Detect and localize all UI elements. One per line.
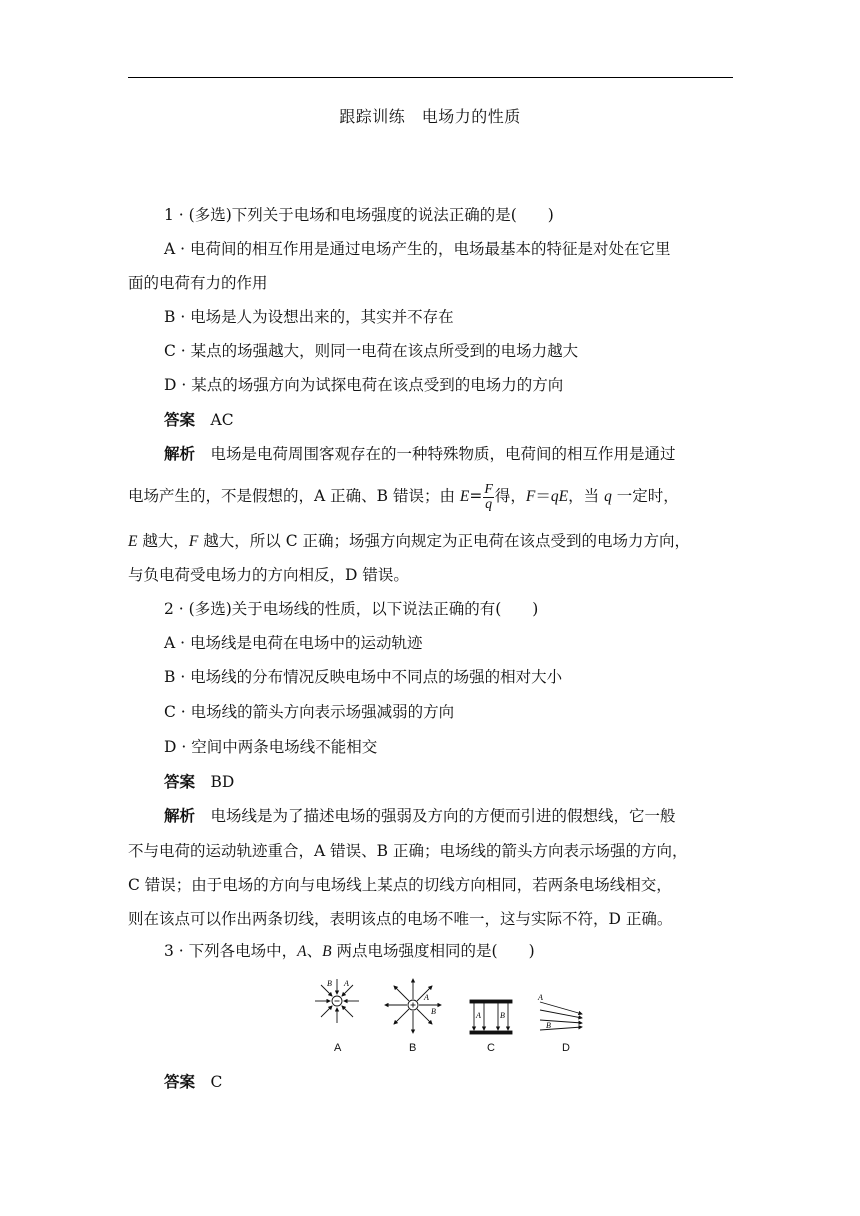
analysis-text: 电场产生的，不是假想的，A 正确、B 错误；由 [128, 487, 460, 505]
figure-a-negative-charge [315, 979, 359, 1023]
fraction-f-over-q [483, 483, 494, 512]
q1-option-d: D · 某点的场强方向为试探电荷在该点受到的电场力的方向 [164, 376, 564, 394]
analysis-text: 越大， [137, 532, 189, 550]
figure-c-point-a: A [476, 1011, 481, 1020]
analysis-text: 得， [494, 487, 526, 505]
q3-stem [164, 940, 535, 963]
stem-text: 两点电场强度相同的是( ) [331, 942, 535, 960]
q2-analysis-line1 [164, 805, 676, 827]
figure-label-d: D [562, 1042, 570, 1054]
var-f: F [525, 488, 536, 505]
answer-label: 答案 [164, 410, 196, 429]
q1-option-b: B · 电场是人为设想出来的，其实并不存在 [164, 308, 454, 326]
q1-analysis-line2 [128, 476, 679, 517]
var-qe: qE [550, 488, 569, 505]
answer-label: 答案 [164, 772, 196, 791]
page-title: 跟踪训练 电场力的性质 [339, 107, 521, 126]
answer-value: AC [210, 411, 234, 429]
header-rule [128, 77, 733, 78]
analysis-text: 电场线是为了描述电场的强弱及方向的方便而引进的假想线，它一般 [210, 807, 676, 825]
figure-b-point-a: A [424, 993, 429, 1002]
figure-c-point-b: B [500, 1011, 505, 1020]
figure-a-point-a: A [344, 979, 349, 988]
answer-value: C [210, 1073, 223, 1091]
figure-d-point-a: A [538, 993, 543, 1002]
figure-b-point-b: B [431, 1007, 436, 1016]
point-b: B [322, 943, 332, 960]
analysis-text: ，当 [568, 487, 605, 505]
q1-answer [164, 409, 234, 431]
var-f: F [188, 533, 199, 550]
figure-b-positive-charge [385, 979, 441, 1033]
equals-sign: ＝ [535, 487, 551, 505]
q1-analysis-line3 [128, 530, 690, 553]
q2-option-a: A · 电场线是电荷在电场中的运动轨迹 [164, 634, 423, 652]
q1-analysis-line1 [164, 443, 676, 465]
figure-label-a: A [334, 1042, 342, 1054]
q2-option-c: C · 电场线的箭头方向表示场强减弱的方向 [164, 703, 455, 721]
equals-sign: = [469, 487, 483, 505]
q2-answer [164, 771, 234, 793]
q2-stem: 2 · (多选)关于电场线的性质，以下说法正确的有( ) [164, 600, 539, 618]
stem-text: 、 [306, 942, 323, 960]
q2-analysis-line3: C 错误；由于电场的方向与电场线上某点的切线方向相同，若两条电场线相交， [128, 876, 672, 894]
figure-label-c: C [487, 1042, 495, 1054]
q2-analysis-line4: 则在该点可以作出两条切线，表明该点的电场不唯一，这与实际不符，D 正确。 [128, 910, 673, 928]
analysis-text: 电场是电荷周围客观存在的一种特殊物质，电荷间的相互作用是通过 [210, 445, 676, 463]
q1-option-a-line2: 面的电荷有力的作用 [128, 274, 268, 292]
answer-label: 答案 [164, 1072, 196, 1091]
analysis-label: 解析 [164, 806, 196, 825]
var-e: E [128, 533, 138, 550]
q1-option-a-line1: A · 电荷间的相互作用是通过电场产生的，电场最基本的特征是对处在它里 [164, 240, 671, 258]
q2-analysis-line2: 不与电荷的运动轨迹重合，A 错误、B 正确；电场线的箭头方向表示场强的方向， [128, 842, 688, 860]
q3-answer [164, 1071, 222, 1093]
figure-a-point-b: B [327, 979, 332, 988]
fraction-numerator: F [484, 481, 493, 497]
q2-option-d: D · 空间中两条电场线不能相交 [164, 738, 378, 756]
figure-d-point-b: B [546, 1021, 551, 1030]
stem-text: 3 · 下列各电场中， [164, 942, 298, 960]
analysis-text: 一定时， [611, 487, 679, 505]
q1-analysis-line4: 与负电荷受电场力的方向相反，D 错误。 [128, 566, 409, 584]
point-a: A [297, 943, 307, 960]
figure-label-b: B [409, 1042, 417, 1054]
q1-option-c: C · 某点的场强越大，则同一电荷在该点所受到的电场力越大 [164, 342, 579, 360]
analysis-label: 解析 [164, 444, 196, 463]
var-e: E [459, 488, 470, 505]
var-q: q [604, 488, 612, 505]
electric-field-figures [300, 974, 600, 1058]
answer-value: BD [210, 773, 235, 791]
fraction-denominator: q [485, 496, 493, 512]
analysis-text: 越大，所以 C 正确；场强方向规定为正电荷在该点受到的电场力方向， [198, 532, 691, 550]
q1-stem: 1 · (多选)下列关于电场和电场强度的说法正确的是( ) [164, 206, 554, 224]
q2-option-b: B · 电场线的分布情况反映电场中不同点的场强的相对大小 [164, 668, 563, 686]
